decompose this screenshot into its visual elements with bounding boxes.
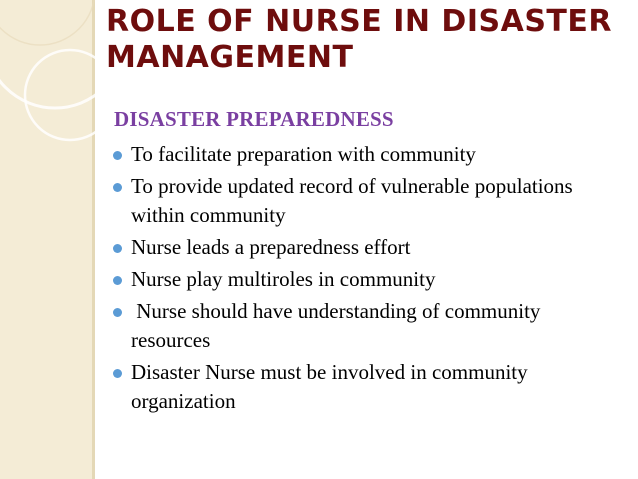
bullet-list (112, 140, 622, 419)
bullet-dot-icon (113, 276, 122, 285)
bullet-dot-icon (113, 369, 122, 378)
bullet-item (112, 265, 622, 294)
bullet-item (112, 358, 622, 416)
bullet-text: Nurse should have understanding of community resources (131, 299, 546, 352)
bullet-text: To facilitate preparation with community (131, 142, 476, 166)
bullet-dot-icon (113, 244, 122, 253)
bullet-item (112, 172, 622, 230)
bullet-dot-icon (113, 308, 122, 317)
bullet-dot-icon (113, 183, 122, 192)
section-subheading: DISASTER PREPAREDNESS (114, 107, 394, 131)
bullet-text: Nurse play multiroles in community (131, 267, 436, 291)
bullet-item (112, 233, 622, 262)
bullet-item (112, 140, 622, 169)
slide-title: ROLE OF NURSE IN DISASTER MANAGEMENT (106, 4, 612, 75)
bullet-dot-icon (113, 151, 122, 160)
bullet-text: Nurse leads a preparedness effort (131, 235, 411, 259)
bullet-text: To provide updated record of vulnerable populations within community (131, 174, 573, 227)
bullet-text: Disaster Nurse must be involved in community organization (131, 360, 528, 413)
bullet-item (112, 297, 622, 355)
